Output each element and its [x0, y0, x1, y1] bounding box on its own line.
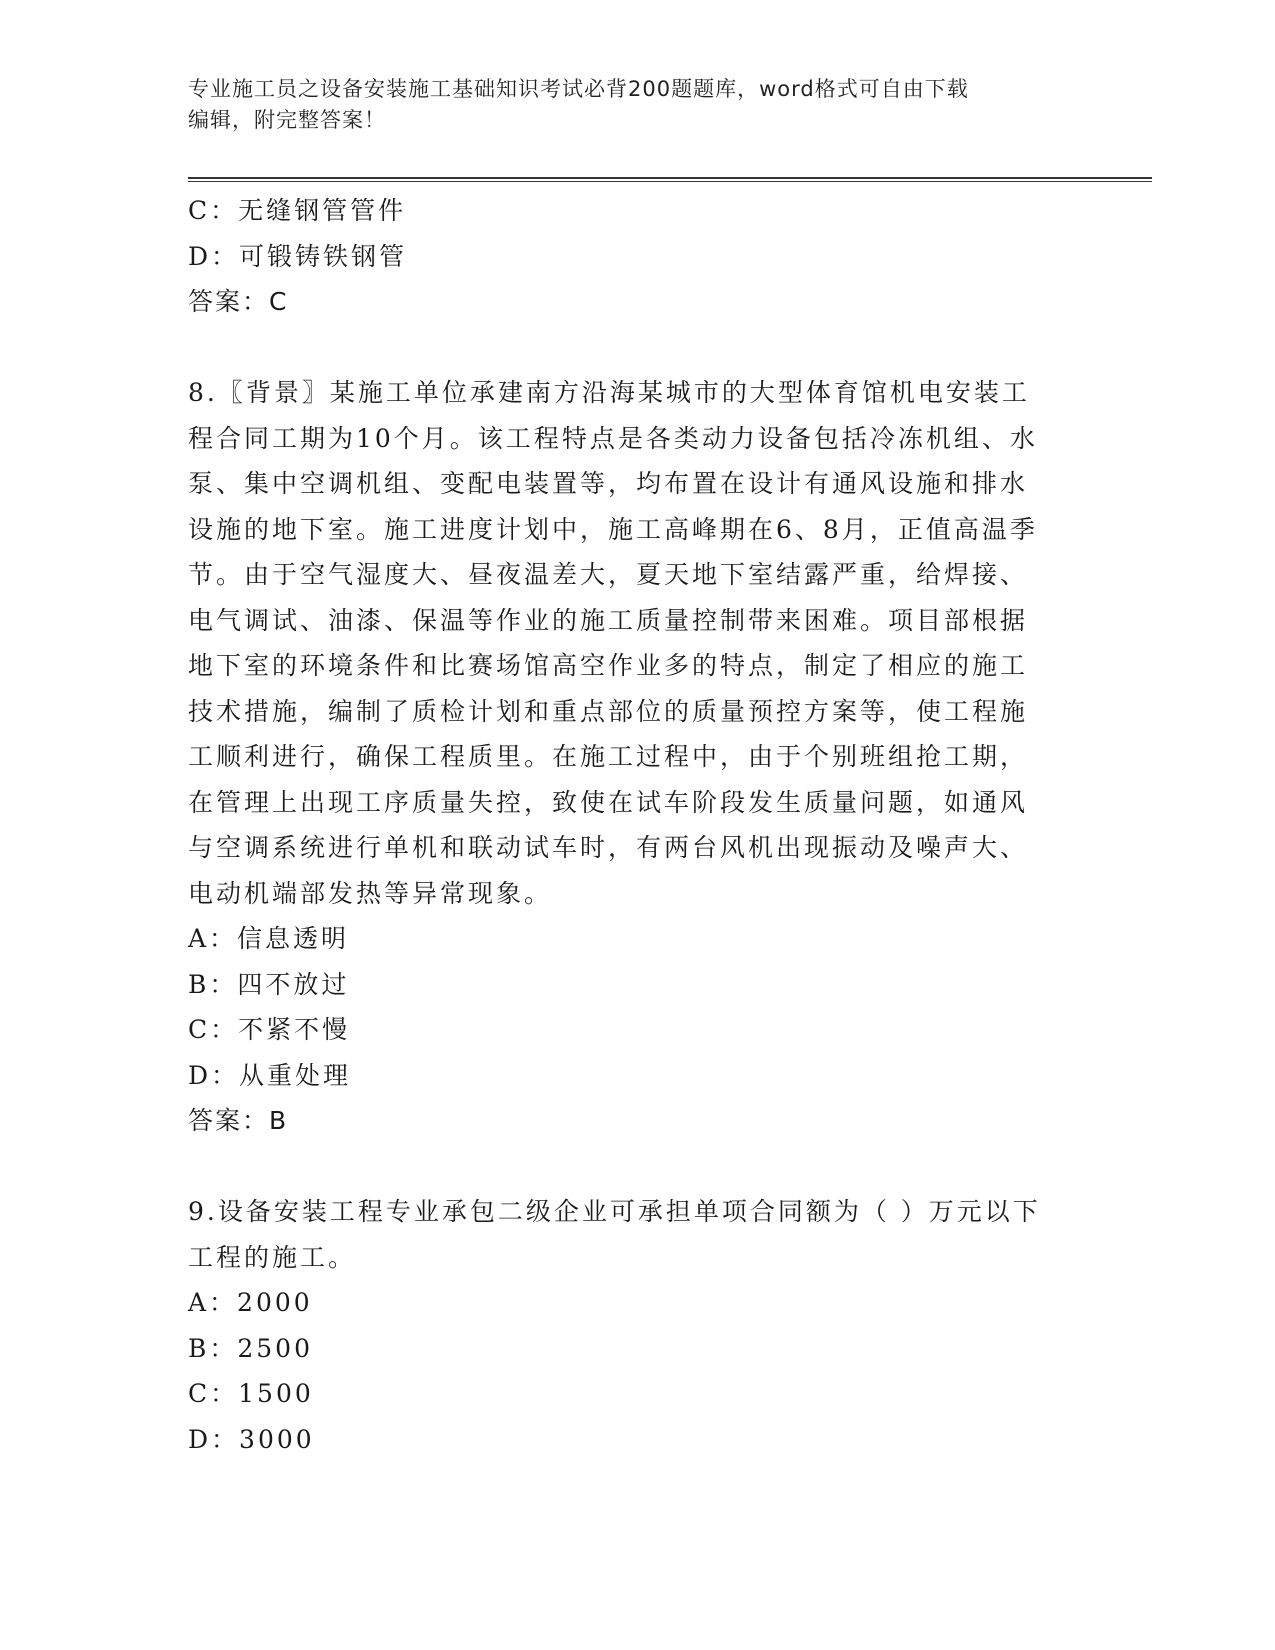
q8-stem-line: 电动机端部发热等异常现象。 — [188, 878, 553, 908]
q9-option-c: C：1500 — [188, 1379, 314, 1408]
q7-option-c: C：无缝钢管管件 — [188, 196, 407, 225]
q8-option-a: A：信息透明 — [188, 924, 350, 953]
q9-option-a: A：2000 — [188, 1288, 313, 1317]
q7-option-d: D：可锻铸铁钢管 — [188, 241, 408, 271]
q8-stem-line: 工顺利进行，确保工程质里。在施工过程中，由于个别班组抢工期， — [188, 742, 1029, 771]
q8-stem-line: 设施的地下室。施工进度计划中，施工高峰期在6、8月，正值高温季 — [188, 514, 1038, 544]
q8-stem-line: 在管理上出现工序质量失控，致使在试车阶段发生质量问题，如通风 — [188, 787, 1029, 817]
q8-stem-line: 程合同工期为10个月。该工程特点是各类动力设备包括冷冻机组、水 — [188, 423, 1038, 453]
q8-stem-line: 节。由于空气湿度大、昼夜温差大，夏天地下室结露严重，给焊接、 — [188, 560, 1029, 589]
q9-stem-line: 9.设备安装工程专业承包二级企业可承担单项合同额为（ ）万元以下 — [188, 1197, 1041, 1226]
q8-option-b: B：四不放过 — [188, 969, 350, 999]
q8-stem-line: 泵、集中空调机组、变配电装置等，均布置在设计有通风设施和排水 — [188, 469, 1029, 498]
q7-answer: 答案：C — [188, 287, 289, 316]
q9-option-b: B：2500 — [188, 1333, 313, 1363]
spacer — [188, 1144, 1078, 1190]
q8-stem — [188, 370, 1078, 916]
q8-stem-line: 技术措施，编制了质检计划和重点部位的质量预控方案等，使工程施 — [188, 696, 1029, 726]
q8-stem-line: 地下室的环境条件和比赛场馆高空作业多的特点，制定了相应的施工 — [188, 651, 1029, 680]
q8-option-c: C：不紧不慢 — [188, 1015, 351, 1044]
q8-stem-line: 与空调系统进行单机和联动试车时，有两台风机出现振动及噪声大、 — [188, 833, 1029, 862]
spacer — [188, 325, 1078, 371]
q8-answer: 答案：B — [188, 1106, 289, 1135]
header-title-line-1: 专业施工员之设备安装施工基础知识考试必背200题题库，word格式可自由下载 — [188, 77, 969, 101]
q8-option-d: D：从重处理 — [188, 1060, 352, 1090]
q9-option-d: D：3000 — [188, 1424, 315, 1454]
page-header — [188, 74, 1088, 136]
q8-stem-line: 电气调试、油漆、保温等作业的施工质量控制带来困难。项目部根据 — [188, 605, 1029, 635]
header-divider — [188, 177, 1152, 182]
question-content — [188, 188, 1078, 1462]
header-title-line-2: 编辑，附完整答案！ — [188, 108, 386, 132]
q9-stem — [188, 1189, 1078, 1280]
q9-stem-line: 工程的施工。 — [188, 1242, 357, 1272]
q8-stem-line: 8.〖背景〗某施工单位承建南方沿海某城市的大型体育馆机电安装工 — [188, 378, 1030, 407]
